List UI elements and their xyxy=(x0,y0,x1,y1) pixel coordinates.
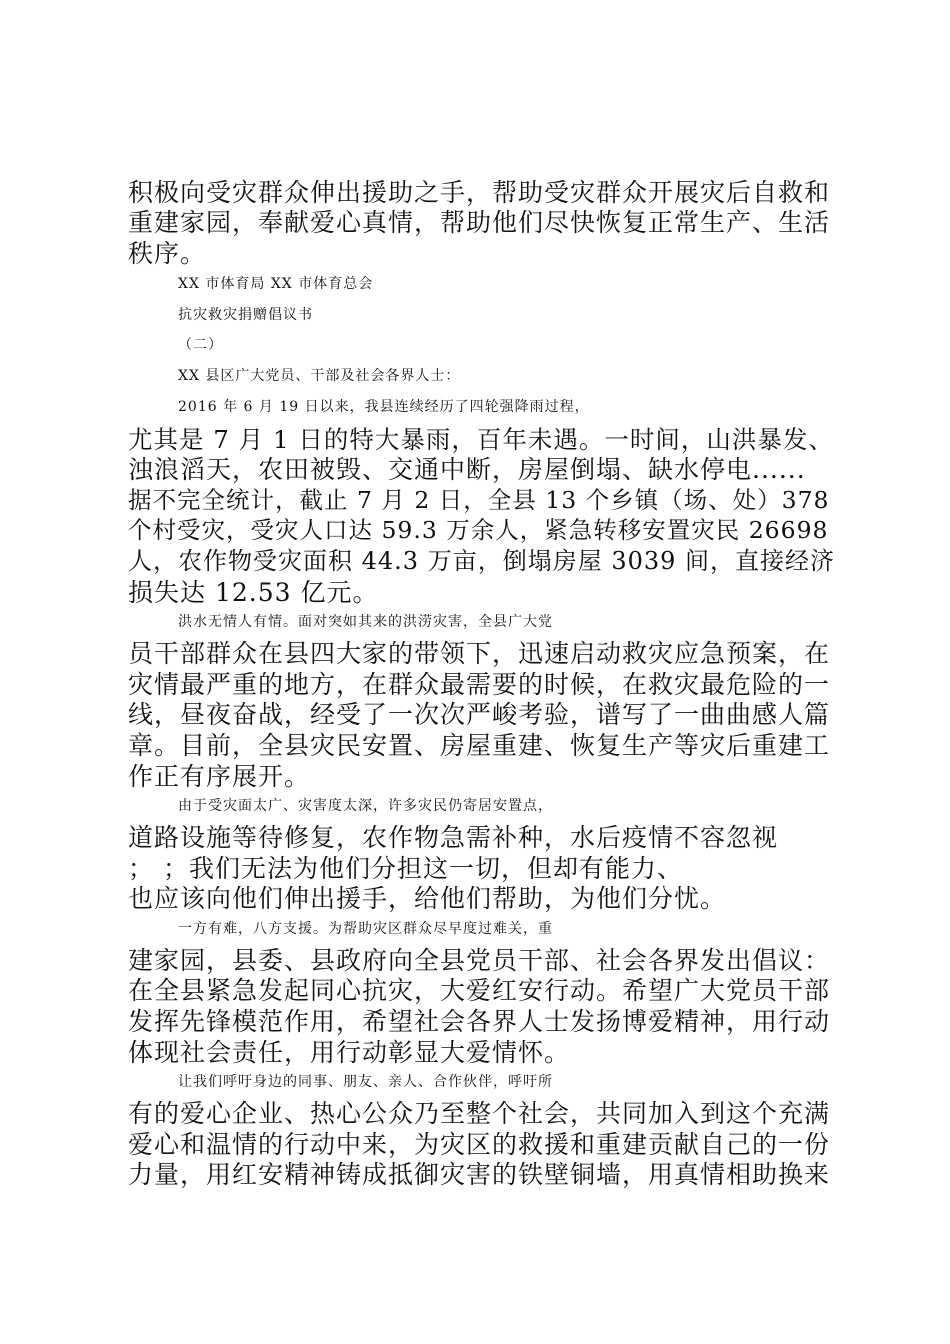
body-line: 浊浪滔天，农田被毁、交通中断，房屋倒塌、缺水停电...... xyxy=(128,455,806,484)
body-line: 灾情最严重的地方，在群众最需要的时候，在救灾最危险的一 xyxy=(128,670,831,699)
body-line: 章。目前，全县灾民安置、房屋重建、恢复生产等灾后重建工 xyxy=(128,731,831,760)
body-line: 发挥先锋模范作用，希望社会各界人士发扬博爱精神，用行动 xyxy=(128,1007,831,1036)
body-line: 体现社会责任，用行动彰显大爱情怀。 xyxy=(128,1038,571,1067)
body-line: 洪水无情人有情。面对突如其来的洪涝灾害，全县广大党 xyxy=(178,614,553,630)
body-line: 一方有难，八方支援。为帮助灾区群众尽早度过难关，重 xyxy=(178,921,553,937)
sender-line: XX 市体育局 XX 市体育总会 xyxy=(178,276,374,292)
body-line: 2016 年 6 月 19 日以来，我县连续经历了四轮强降雨过程， xyxy=(178,399,590,415)
body-line: 让我们呼吁身边的同事、朋友、亲人、合作伙伴，呼吁所 xyxy=(178,1074,553,1090)
body-line: 也应该向他们伸出援手，给他们帮助，为他们分忧。 xyxy=(128,884,727,913)
body-line: 个村受灾，受灾人口达 59.3 万余人，紧急转移安置灾民 26698 xyxy=(128,516,829,544)
body-line: 有的爱心企业、热心公众乃至整个社会，共同加入到这个充满 xyxy=(128,1099,831,1128)
body-line: 损失达 12.53 亿元。 xyxy=(128,578,379,607)
body-line: 员干部群众在县四大家的带领下，迅速启动救灾应急预案，在 xyxy=(128,639,831,668)
document-title: 抗灾救灾捐赠倡议书 xyxy=(178,307,313,323)
body-line: ； ；我们无法为他们分担这一切，但却有能力、 xyxy=(128,854,683,883)
body-line: 人，农作物受灾面积 44.3 万亩，倒塌房屋 3039 间，直接经济 xyxy=(128,547,836,575)
body-line: 重建家园，奉献爱心真情，帮助他们尽快恢复正常生产、生活 xyxy=(128,208,831,237)
body-line: 据不完全统计，截止 7 月 2 日，全县 13 个乡镇（场、处）378 xyxy=(128,486,830,514)
body-line: 在全县紧急发起同心抗灾，大爱红安行动。希望广大党员干部 xyxy=(128,976,831,1005)
body-line: 由于受灾面太广、灾害度太深，许多灾民仍寄居安置点， xyxy=(178,798,553,814)
body-line: 尤其是 7 月 1 日的特大暴雨，百年未遇。一时间，山洪暴发、 xyxy=(128,425,834,454)
salutation: XX 县区广大党员、干部及社会各界人士： xyxy=(178,368,461,384)
body-line: 道路设施等待修复，农作物急需补种，水后疫情不容忽视 xyxy=(128,823,779,852)
body-line: 作正有序展开。 xyxy=(128,762,311,791)
body-line: 爱心和温情的行动中来，为灾区的救援和重建贡献自己的一份 xyxy=(128,1130,831,1159)
body-line: 秩序。 xyxy=(128,239,207,268)
body-line: 线，昼夜奋战，经受了一次次严峻考验，谱写了一曲曲感人篇 xyxy=(128,700,831,729)
section-number: （二） xyxy=(178,337,223,353)
body-line: 建家园，县委、县政府向全县党员干部、社会各界发出倡议： xyxy=(128,946,831,975)
body-line: 力量，用红安精神铸成抵御灾害的铁壁铜墙，用真情相助换来 xyxy=(128,1160,831,1189)
body-line: 积极向受灾群众伸出援助之手，帮助受灾群众开展灾后自救和 xyxy=(128,178,831,207)
